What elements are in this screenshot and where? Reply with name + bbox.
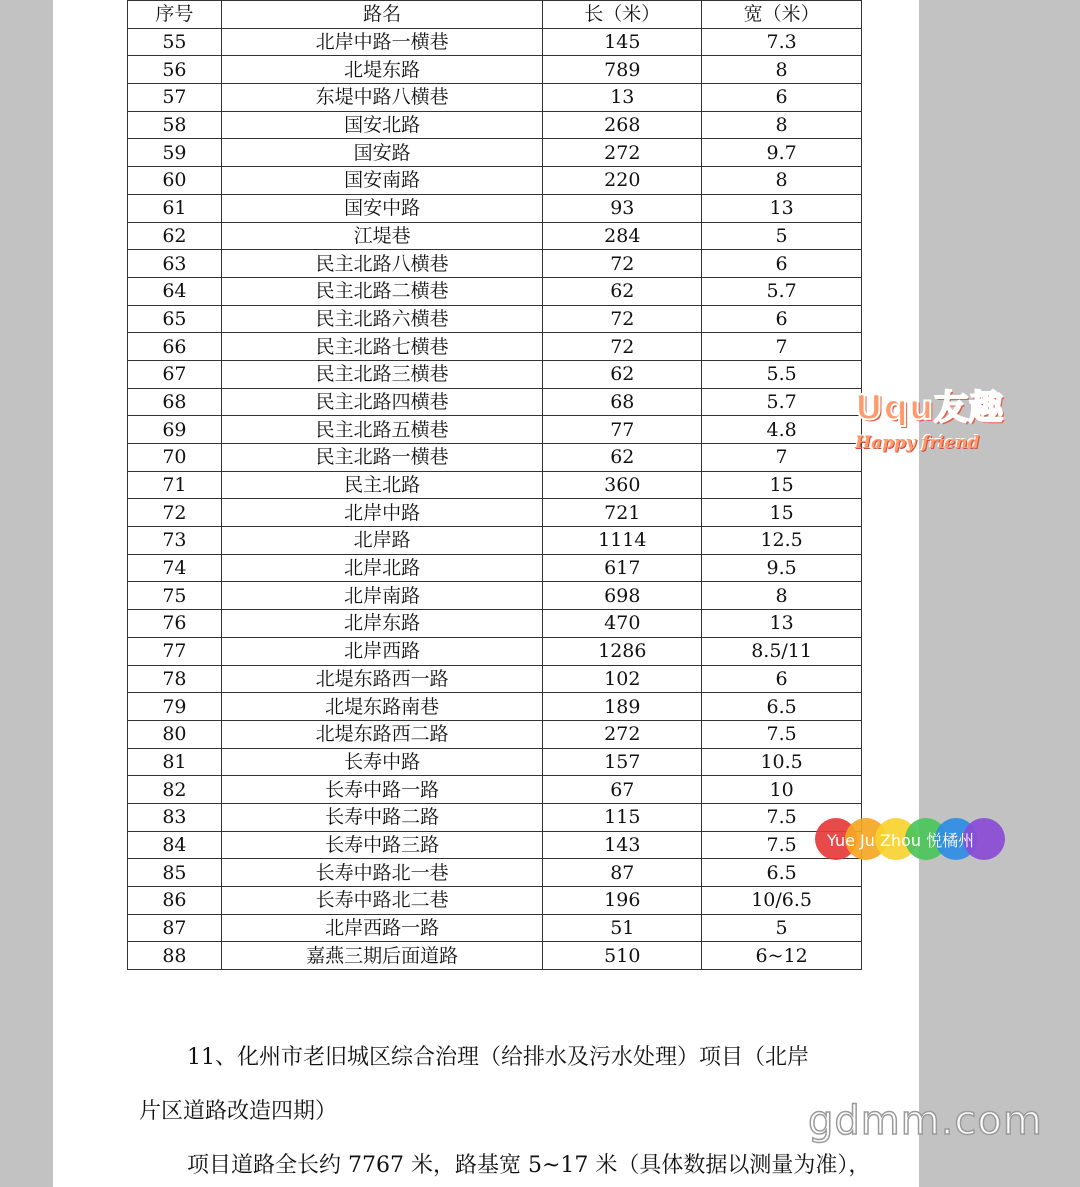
table-row bbox=[128, 139, 862, 167]
cell-road-name: 长寿中路一路 bbox=[221, 776, 543, 804]
yue-watermark-label: Yue Ju Zhou 悦橘州 bbox=[827, 831, 975, 850]
table-row bbox=[128, 167, 862, 195]
header-name: 路名 bbox=[221, 1, 543, 29]
cell-road-name: 民主北路三横巷 bbox=[221, 360, 543, 388]
table-row bbox=[128, 333, 862, 361]
cell-no: 65 bbox=[128, 305, 222, 333]
cell-width: 7 bbox=[702, 333, 862, 361]
cell-no: 56 bbox=[128, 56, 222, 84]
header-length: 长（米） bbox=[543, 1, 702, 29]
cell-no: 58 bbox=[128, 111, 222, 139]
cell-width: 8 bbox=[702, 56, 862, 84]
cell-no: 64 bbox=[128, 277, 222, 305]
cell-road-name: 国安中路 bbox=[221, 194, 543, 222]
cell-no: 72 bbox=[128, 499, 222, 527]
table-row bbox=[128, 831, 862, 859]
cell-road-name: 北岸中路一横巷 bbox=[221, 28, 543, 56]
table-row bbox=[128, 610, 862, 638]
table-row bbox=[128, 637, 862, 665]
cell-road-name: 民主北路四横巷 bbox=[221, 388, 543, 416]
uqu-watermark bbox=[855, 380, 1020, 470]
cell-no: 73 bbox=[128, 527, 222, 555]
cell-no: 88 bbox=[128, 942, 222, 970]
cell-no: 87 bbox=[128, 914, 222, 942]
table-row bbox=[128, 305, 862, 333]
table-row bbox=[128, 942, 862, 970]
table-row bbox=[128, 111, 862, 139]
cell-length: 189 bbox=[543, 693, 702, 721]
table-row bbox=[128, 84, 862, 112]
cell-width: 13 bbox=[702, 610, 862, 638]
cell-road-name: 民主北路七横巷 bbox=[221, 333, 543, 361]
table-row bbox=[128, 250, 862, 278]
cell-width: 6 bbox=[702, 250, 862, 278]
cell-road-name: 江堤巷 bbox=[221, 222, 543, 250]
table-row bbox=[128, 776, 862, 804]
header-no: 序号 bbox=[128, 1, 222, 29]
cell-width: 12.5 bbox=[702, 527, 862, 555]
cell-road-name: 民主北路五横巷 bbox=[221, 416, 543, 444]
cell-no: 59 bbox=[128, 139, 222, 167]
cell-width: 9.7 bbox=[702, 139, 862, 167]
table-body bbox=[128, 28, 862, 969]
table-row bbox=[128, 360, 862, 388]
paragraph-project-title: 11、化州市老旧城区综合治理（给排水及污水处理）项目（北岸 bbox=[187, 1045, 809, 1070]
cell-length: 102 bbox=[543, 665, 702, 693]
cell-road-name: 嘉燕三期后面道路 bbox=[221, 942, 543, 970]
cell-length: 196 bbox=[543, 887, 702, 915]
cell-no: 55 bbox=[128, 28, 222, 56]
cell-road-name: 国安路 bbox=[221, 139, 543, 167]
cell-width: 8 bbox=[702, 582, 862, 610]
cell-width: 7.5 bbox=[702, 803, 862, 831]
table-row bbox=[128, 471, 862, 499]
cell-no: 71 bbox=[128, 471, 222, 499]
cell-length: 510 bbox=[543, 942, 702, 970]
cell-no: 78 bbox=[128, 665, 222, 693]
cell-road-name: 北堤东路西一路 bbox=[221, 665, 543, 693]
table-row bbox=[128, 582, 862, 610]
cell-length: 145 bbox=[543, 28, 702, 56]
table-row bbox=[128, 388, 862, 416]
cell-length: 93 bbox=[543, 194, 702, 222]
cell-no: 68 bbox=[128, 388, 222, 416]
cell-length: 51 bbox=[543, 914, 702, 942]
cell-length: 87 bbox=[543, 859, 702, 887]
cell-road-name: 北岸路 bbox=[221, 527, 543, 555]
cell-width: 6 bbox=[702, 305, 862, 333]
cell-length: 72 bbox=[543, 333, 702, 361]
table-row bbox=[128, 194, 862, 222]
gdmm-watermark: gdmm.com bbox=[808, 1098, 1043, 1144]
cell-length: 62 bbox=[543, 277, 702, 305]
cell-no: 82 bbox=[128, 776, 222, 804]
cell-road-name: 北岸中路 bbox=[221, 499, 543, 527]
table-row bbox=[128, 56, 862, 84]
cell-length: 220 bbox=[543, 167, 702, 195]
cell-length: 272 bbox=[543, 139, 702, 167]
table-row bbox=[128, 720, 862, 748]
cell-road-name: 民主北路六横巷 bbox=[221, 305, 543, 333]
cell-road-name: 民主北路二横巷 bbox=[221, 277, 543, 305]
cell-road-name: 北岸北路 bbox=[221, 554, 543, 582]
cell-length: 1286 bbox=[543, 637, 702, 665]
cell-length: 67 bbox=[543, 776, 702, 804]
cell-length: 62 bbox=[543, 360, 702, 388]
cell-length: 789 bbox=[543, 56, 702, 84]
cell-width: 6~12 bbox=[702, 942, 862, 970]
cell-no: 61 bbox=[128, 194, 222, 222]
cell-length: 721 bbox=[543, 499, 702, 527]
cell-width: 13 bbox=[702, 194, 862, 222]
table-row bbox=[128, 416, 862, 444]
right-gutter bbox=[919, 0, 1080, 1187]
uqu-watermark-sub: Happy friend bbox=[855, 433, 980, 453]
cell-length: 284 bbox=[543, 222, 702, 250]
cell-width: 6.5 bbox=[702, 693, 862, 721]
table-row bbox=[128, 914, 862, 942]
cell-width: 8.5/11 bbox=[702, 637, 862, 665]
cell-width: 7.5 bbox=[702, 720, 862, 748]
table-row bbox=[128, 554, 862, 582]
table-header-row bbox=[128, 1, 862, 29]
cell-no: 69 bbox=[128, 416, 222, 444]
cell-no: 84 bbox=[128, 831, 222, 859]
table-row bbox=[128, 277, 862, 305]
cell-no: 74 bbox=[128, 554, 222, 582]
cell-length: 272 bbox=[543, 720, 702, 748]
table-row bbox=[128, 748, 862, 776]
cell-no: 77 bbox=[128, 637, 222, 665]
cell-no: 62 bbox=[128, 222, 222, 250]
cell-road-name: 民主北路八横巷 bbox=[221, 250, 543, 278]
table-row bbox=[128, 887, 862, 915]
cell-no: 81 bbox=[128, 748, 222, 776]
cell-no: 57 bbox=[128, 84, 222, 112]
cell-no: 66 bbox=[128, 333, 222, 361]
cell-length: 77 bbox=[543, 416, 702, 444]
cell-length: 115 bbox=[543, 803, 702, 831]
cell-road-name: 北堤东路南巷 bbox=[221, 693, 543, 721]
cell-road-name: 长寿中路 bbox=[221, 748, 543, 776]
cell-width: 5.7 bbox=[702, 277, 862, 305]
paragraph-project-title-cont: 片区道路改造四期） bbox=[139, 1099, 338, 1124]
cell-road-name: 北堤东路 bbox=[221, 56, 543, 84]
cell-width: 10.5 bbox=[702, 748, 862, 776]
cell-road-name: 长寿中路北二巷 bbox=[221, 887, 543, 915]
cell-width: 7.3 bbox=[702, 28, 862, 56]
cell-no: 67 bbox=[128, 360, 222, 388]
cell-width: 8 bbox=[702, 111, 862, 139]
cell-road-name: 北岸西路一路 bbox=[221, 914, 543, 942]
cell-no: 60 bbox=[128, 167, 222, 195]
cell-no: 85 bbox=[128, 859, 222, 887]
cell-width: 5 bbox=[702, 222, 862, 250]
cell-length: 62 bbox=[543, 444, 702, 472]
table-row bbox=[128, 859, 862, 887]
uqu-watermark-main: Uqu友趣 bbox=[855, 388, 1005, 428]
cell-width: 10/6.5 bbox=[702, 887, 862, 915]
cell-road-name: 民主北路一横巷 bbox=[221, 444, 543, 472]
cell-length: 470 bbox=[543, 610, 702, 638]
cell-width: 15 bbox=[702, 499, 862, 527]
cell-width: 5.5 bbox=[702, 360, 862, 388]
cell-no: 70 bbox=[128, 444, 222, 472]
cell-length: 698 bbox=[543, 582, 702, 610]
cell-width: 15 bbox=[702, 471, 862, 499]
cell-width: 10 bbox=[702, 776, 862, 804]
cell-width: 9.5 bbox=[702, 554, 862, 582]
cell-width: 5.7 bbox=[702, 388, 862, 416]
cell-width: 5 bbox=[702, 914, 862, 942]
cell-width: 7 bbox=[702, 444, 862, 472]
cell-length: 143 bbox=[543, 831, 702, 859]
cell-length: 68 bbox=[543, 388, 702, 416]
cell-no: 63 bbox=[128, 250, 222, 278]
road-table bbox=[127, 0, 862, 970]
cell-no: 80 bbox=[128, 720, 222, 748]
cell-width: 6 bbox=[702, 84, 862, 112]
table-row bbox=[128, 28, 862, 56]
cell-road-name: 北岸东路 bbox=[221, 610, 543, 638]
header-width: 宽（米） bbox=[702, 1, 862, 29]
cell-road-name: 东堤中路八横巷 bbox=[221, 84, 543, 112]
table-row bbox=[128, 693, 862, 721]
cell-length: 157 bbox=[543, 748, 702, 776]
cell-width: 6.5 bbox=[702, 859, 862, 887]
cell-length: 72 bbox=[543, 250, 702, 278]
table-row bbox=[128, 499, 862, 527]
cell-width: 4.8 bbox=[702, 416, 862, 444]
table-row bbox=[128, 803, 862, 831]
cell-length: 617 bbox=[543, 554, 702, 582]
cell-no: 83 bbox=[128, 803, 222, 831]
cell-length: 1114 bbox=[543, 527, 702, 555]
cell-road-name: 长寿中路三路 bbox=[221, 831, 543, 859]
left-gutter bbox=[0, 0, 53, 1187]
cell-length: 360 bbox=[543, 471, 702, 499]
cell-road-name: 北岸南路 bbox=[221, 582, 543, 610]
cell-road-name: 北堤东路西二路 bbox=[221, 720, 543, 748]
cell-road-name: 长寿中路北一巷 bbox=[221, 859, 543, 887]
cell-no: 76 bbox=[128, 610, 222, 638]
table-row bbox=[128, 222, 862, 250]
cell-no: 79 bbox=[128, 693, 222, 721]
cell-length: 268 bbox=[543, 111, 702, 139]
cell-road-name: 长寿中路二路 bbox=[221, 803, 543, 831]
cell-width: 7.5 bbox=[702, 831, 862, 859]
cell-no: 86 bbox=[128, 887, 222, 915]
table-row bbox=[128, 665, 862, 693]
table-row bbox=[128, 527, 862, 555]
table-row bbox=[128, 444, 862, 472]
cell-width: 6 bbox=[702, 665, 862, 693]
yue-ju-zhou-watermark bbox=[815, 818, 1005, 860]
cell-road-name: 民主北路 bbox=[221, 471, 543, 499]
cell-road-name: 国安北路 bbox=[221, 111, 543, 139]
cell-road-name: 国安南路 bbox=[221, 167, 543, 195]
cell-no: 75 bbox=[128, 582, 222, 610]
cell-length: 72 bbox=[543, 305, 702, 333]
cell-length: 13 bbox=[543, 84, 702, 112]
cell-road-name: 北岸西路 bbox=[221, 637, 543, 665]
cell-width: 8 bbox=[702, 167, 862, 195]
paragraph-project-desc: 项目道路全长约 7767 米，路基宽 5~17 米（具体数据以测量为准）， bbox=[187, 1153, 871, 1178]
